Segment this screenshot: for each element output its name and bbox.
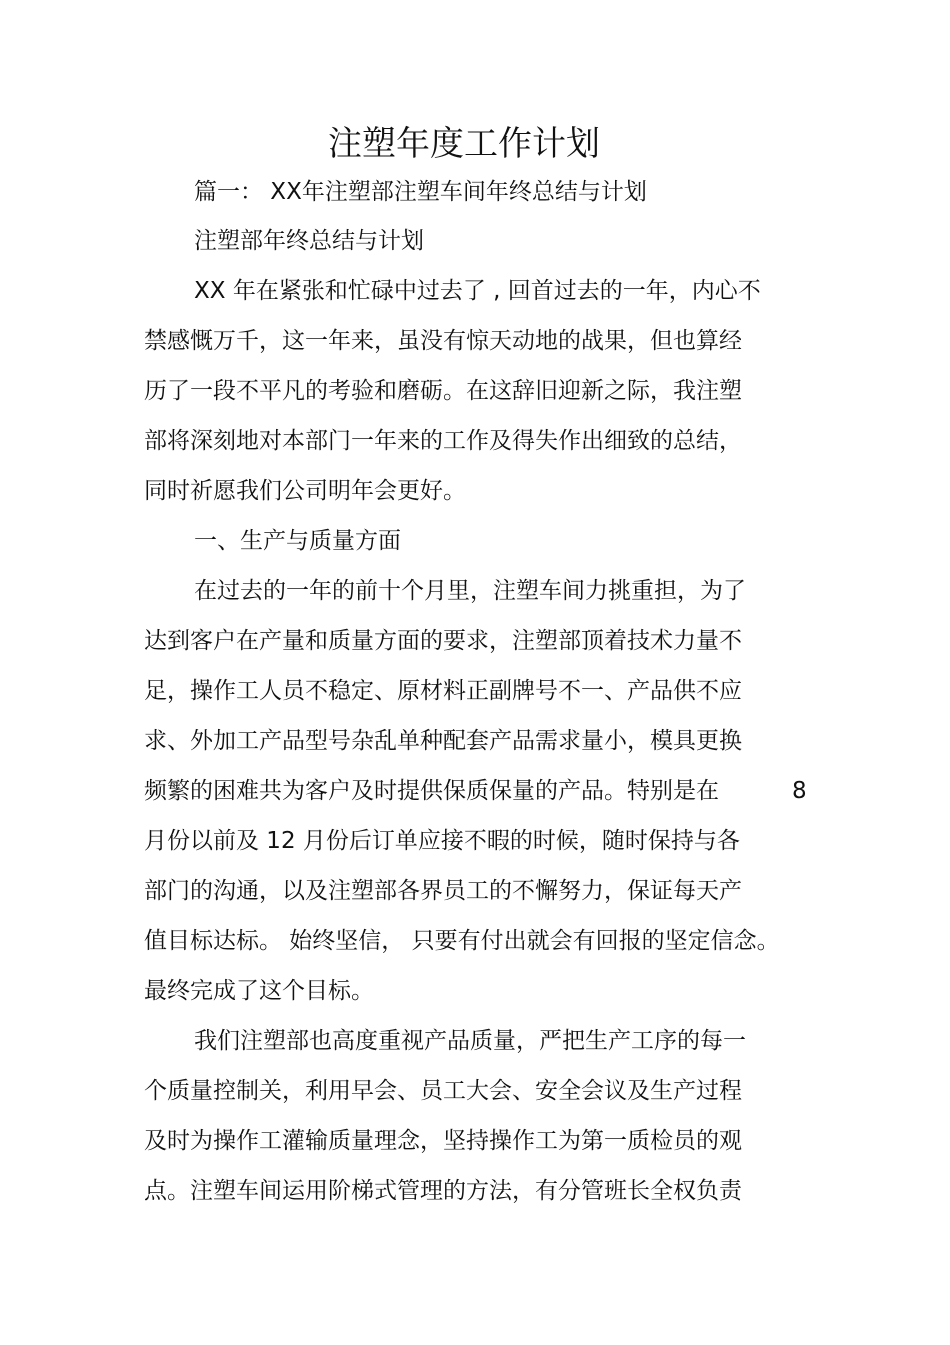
paragraph-line: 部将深刻地对本部门一年来的工作及得失作出细致的总结，	[144, 428, 742, 454]
paragraph-line: XX 年在紧张和忙碌中过去了 , 回首过去的一年，内心不	[194, 278, 761, 304]
subheading: 注塑部年终总结与计划	[194, 228, 424, 254]
document-title: 注塑年度工作计划	[328, 124, 600, 164]
paragraph-line: 历了一段不平凡的考验和磨砺。在这辞旧迎新之际，我注塑	[144, 378, 742, 404]
paragraph-line: 值目标达标。 始终坚信， 只要有付出就会有回报的坚定信念。	[144, 928, 780, 954]
paragraph-line: 及时为操作工灌输质量理念，坚持操作工为第一质检员的观	[144, 1128, 742, 1154]
section-heading: 一、生产与质量方面	[194, 528, 401, 554]
paragraph-line: 在过去的一年的前十个月里，注塑车间力挑重担，为了	[194, 578, 746, 604]
paragraph-line: 部门的沟通，以及注塑部各界员工的不懈努力，保证每天产	[144, 878, 742, 904]
paragraph-line: 同时祈愿我们公司明年会更好。	[144, 478, 466, 504]
paragraph-line-tail: 8	[792, 778, 807, 804]
paragraph-line: 足，操作工人员不稳定、原材料正副牌号不一、产品供不应	[144, 678, 742, 704]
paragraph-line: 我们注塑部也高度重视产品质量，严把生产工序的每一	[194, 1028, 746, 1054]
article-heading: 篇一： XX年注塑部注塑车间年终总结与计划	[194, 179, 647, 205]
paragraph-line: 禁感慨万千，这一年来，虽没有惊天动地的战果，但也算经	[144, 328, 742, 354]
paragraph-line: 求、外加工产品型号杂乱单种配套产品需求量小，模具更换	[144, 728, 742, 754]
paragraph-line: 月份以前及 12 月份后订单应接不暇的时候，随时保持与各	[144, 828, 740, 854]
paragraph-line: 频繁的困难共为客户及时提供保质保量的产品。特别是在	[144, 778, 719, 804]
paragraph-line: 个质量控制关，利用早会、员工大会、安全会议及生产过程	[144, 1078, 742, 1104]
paragraph-line: 点。注塑车间运用阶梯式管理的方法，有分管班长全权负责	[144, 1178, 742, 1204]
paragraph-line: 达到客户在产量和质量方面的要求，注塑部顶着技术力量不	[144, 628, 742, 654]
paragraph-line: 最终完成了这个目标。	[144, 978, 374, 1004]
